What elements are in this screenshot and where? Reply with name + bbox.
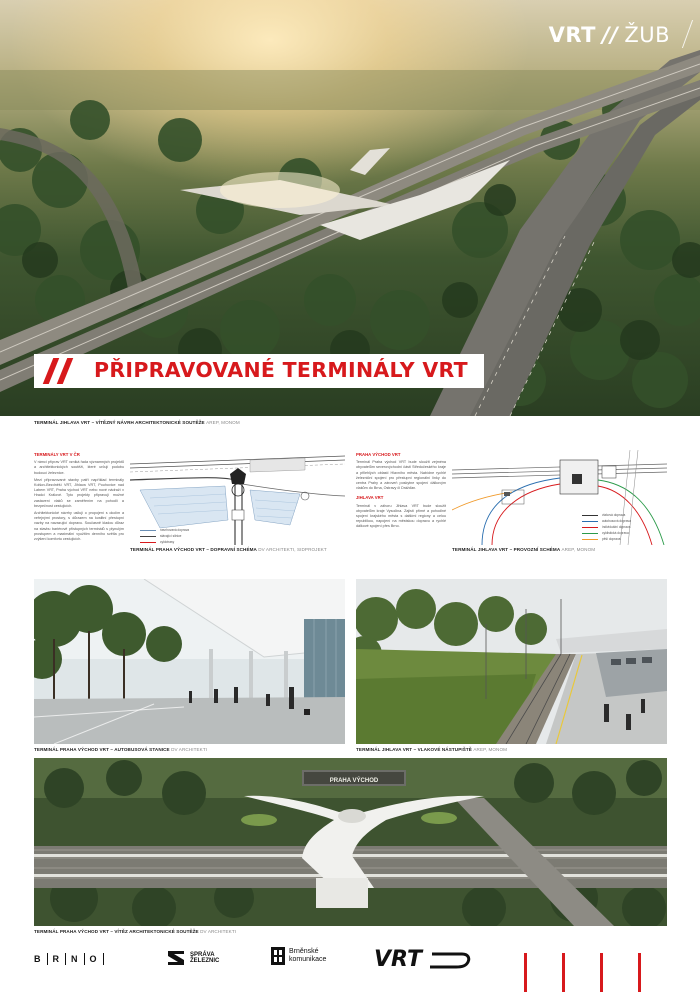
bus-caption-credit: DV ARCHITEKTI [171,747,208,752]
platform-caption-credit: AREP, MONOM [473,747,508,752]
bk-line-1: Brněnské [289,948,319,955]
legend-item: stávající silnice [140,533,189,539]
page-title: PŘIPRAVOVANÉ TERMINÁLY VRT [94,358,468,382]
brno-letter: B [34,954,42,964]
hero-caption-title: TERMINÁL JIHLAVA VRT – VÍTĚZNÝ NÁVRH ARCHITEKTONICKÉ SOUTĚŽE [34,420,205,425]
jihlava-heading: JIHLAVA VRT [356,495,384,501]
diagram-right-caption-title: TERMINÁL JIHLAVA VRT – PROVOZNÍ SCHÉMA [452,547,561,552]
platform-render [356,579,667,744]
middle-text-column [356,452,446,532]
brand-secondary: ŽUB [624,23,670,47]
vrt-logo-text: VRT [374,947,422,972]
logo-vrt [372,944,472,979]
diagram-jihlava-operations [452,450,667,545]
legend-item: autobusová doprava [582,518,631,524]
left-text-column [34,452,124,544]
platform-caption [356,747,507,752]
legend-item: navrhovaná doprava [140,527,189,533]
hero-caption-credit: AREP, MONOM [206,420,240,425]
sz-mark-icon [166,948,186,968]
aerial-caption [34,929,236,934]
bk-line-2: komunikace [289,956,327,963]
diagram-left-caption [130,547,327,552]
sz-line-2: ŽELEZNIC [190,958,220,964]
jihlava-paragraph: Terminál v záhoru Jihlava VRT bude sloužit obyvatelům kraje Vysočina. Zajistí přímé a pohodlné spojení krajského města s dalšími regiony a celou republikou, napojení na městskou dopravu a rychlé dálkové spojení přes Brno. [356,503,446,529]
aerial-caption-credit: DV ARCHITEKTI [200,929,237,934]
hero-image [0,0,700,416]
bus-station-render [34,579,345,744]
platform-caption-title: TERMINÁL JIHLAVA VRT – VLAKOVÉ NÁSTUPIŠTĚ [356,747,472,752]
vrt-logo-mark [372,944,472,974]
brno-letter: R [52,954,60,964]
aerial-terminal-render [34,758,667,926]
brand-separator: // [601,23,619,47]
aerial-caption-title: TERMINÁL PRAHA VÝCHOD VRT – VÍTĚZ ARCHITEKTONICKÉ SOUTĚŽE [34,929,199,934]
left-paragraph-2: Mezi připravované stavby patří například terminály Kolšov-Bezdněší VRT, Jihlava VRT, Pouhovice nad Labem VRT, Praha východ VRT nebo nové nádraží v Hradci Králové. Tyto projekty připravují možné zastavení vlaků se zaměřením na pohodlí a bezpečnost cestujících. [34,477,124,508]
double-slash-icon [42,358,82,384]
right-diagram-legend [582,512,631,542]
diagram-right-caption [452,547,595,552]
legend-item: pěší doprava [582,536,631,542]
left-paragraph-1: V rámci příprav VRT vzniká řada významných projektů a architektonických soutěží, které určují podobu budoucí železnice. [34,460,124,475]
photo-aerial-terminal [34,758,667,926]
legend-item: cyklotrasy [140,539,189,545]
diagram-left-caption-credit: DV ARCHITEKTI, SIDPROJEKT [258,547,327,552]
legend-item: individuální doprava [582,524,631,530]
legend-item: vlaková doprava [582,512,631,518]
bus-caption [34,747,207,752]
diagram-praha-transport [130,450,345,545]
operations-scheme-svg [452,450,667,545]
legend-item: cyklistická doprava [582,530,631,536]
hero-caption [34,420,240,425]
logo-brnenske-komunikace [270,946,326,966]
left-paragraph-3: Architektonické návrhy usilují o propojení s okolím a veřejnými prostory, s důrazem na kvalitní přestupní vazby na navazující dopravu. Současně kladou důraz na stavbu bariérově přístupných terminálů s plynulým prostupem a maximální využitím denního světla pro zvýšení komfortu cestujících. [34,511,124,542]
sz-line-1: SPRÁVA [190,951,215,958]
left-heading: TERMINÁLY VRT V ČR [34,452,80,457]
aerial-sign-text: PRAHA VÝCHOD [329,778,379,784]
left-diagram-legend [140,527,189,545]
praha-heading: PRAHA VÝCHOD VRT [356,452,401,457]
brno-letter: O [89,954,98,964]
title-banner [34,354,484,388]
diagram-left-caption-title: TERMINÁL PRAHA VÝCHOD VRT – DOPRAVNÍ SCHÉMA [130,547,257,552]
brand-vrt-zub [549,23,670,47]
photo-bus-station [34,579,345,744]
brand-primary: VRT [548,23,596,47]
bus-caption-title: TERMINÁL PRAHA VÝCHOD VRT – AUTOBUSOVÁ STANICE [34,747,170,752]
logo-brno [34,953,104,965]
photo-train-platform [356,579,667,744]
diagram-right-caption-credit: AREP, MONOM [561,547,596,552]
logo-sprava-zeleznic [166,948,219,968]
praha-paragraph: Terminál Praha východ VRT bude sloužit zejména obyvatelům severovýchodní části Středočeského kraje a přilehlých oblastí Hlavního města. Nabídne rychlé železniční spojení pro přestupní regionální linky do centra Prahy a zároveň poskytne spojení dálkovým vlakům do Brna, Ostravy či Drážďan. [356,460,446,491]
bk-mark-icon [270,946,286,966]
brno-letter: N [71,954,79,964]
